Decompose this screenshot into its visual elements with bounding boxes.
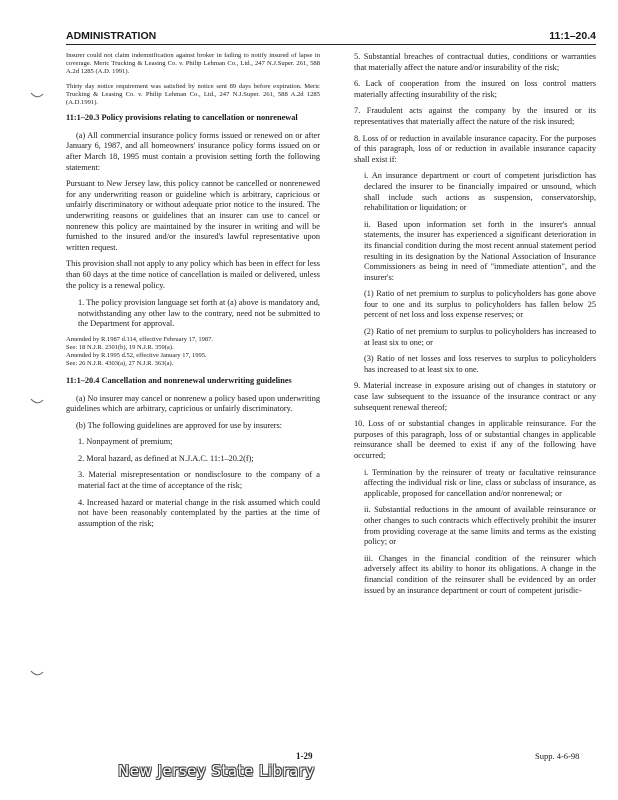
header-section-range: 11:1–20.4: [549, 30, 596, 42]
list-subitem: i. Termination by the reinsurer of treaty or facultative reinsurance affecting the individual risk or line, class or subclass of insurance, as applicable, proposed for cancellation and/or nonrenewal; or: [364, 467, 596, 498]
paragraph: (a) All commercial insurance policy forms issued or renewed on or after January 6, 1987, and all homeowners' insurance policy forms issued on or after March 18, 1995 must contain a provision setting forth the following statement:: [66, 130, 320, 172]
list-item: 10. Loss of or substantial changes in applicable reinsurance. For the purposes of this paragraph, loss of or substantial changes in applicable reinsurance shall be deemed to exist if any of the following have occurred;: [354, 419, 596, 460]
paragraph: 1. The policy provision language set forth at (a) above is mandatory and, notwithstanding any other law to the contrary, need not be submitted to the Department for approval.: [78, 298, 320, 329]
header-title: ADMINISTRATION: [66, 30, 157, 42]
list-subitem: ii. Substantial reductions in the amount of available reinsurance or other changes to such contracts which effectively prohibit the insurer from providing coverage at the same limits and terms as the existing policy; or: [364, 505, 596, 547]
mandatory-statement: [66, 179, 320, 291]
list-item: 1. Nonpayment of premium;: [78, 437, 173, 447]
section-heading-20-4: 11:1–20.4 Cancellation and nonrenewal underwriting guidelines: [66, 375, 292, 385]
list-item: 7. Fraudulent acts against the company by the insured or its representatives that materially affect the nature of the risk insured;: [354, 106, 596, 126]
right-column: [342, 52, 596, 602]
statement-text: Pursuant to New Jersey law, this policy cannot be cancelled or nonrenewed for any underwriting reason or guideline which is arbitrary, capricious or unfairly discriminatory or without adequate prior notice to the insured. The underwriting reasons or guidelines that an insurer can use to cancel or nonrenew this policy are maintained by the insurer in writing and will be furnished to the insured and/or the insured's lawful representative upon written request.: [66, 179, 320, 252]
source-notes: [66, 336, 320, 368]
list-item: 6. Lack of cooperation from the insured on loss control matters materially affecting insurability of the risk;: [354, 79, 596, 99]
binding-mark-icon: [30, 670, 44, 678]
left-column: [66, 52, 320, 535]
source-line: See: 18 N.J.R. 2301(b), 19 N.J.R. 359(a).: [66, 343, 174, 351]
annotation-note: Thirty day notice requirement was satisfied by notice sent 89 days before expiration. Meric Trucking & Leasing Co. v. Philip Lehman Co., Ltd., 247 N.J.Super. 261, 588 A.2d 1285 (A.D.1991).: [66, 82, 320, 107]
list-item: 3. Material misrepresentation or nondisclosure to the company of a material fact at the time of acceptance of the risk;: [78, 470, 320, 491]
list-item: 5. Substantial breaches of contractual duties, conditions or warranties that materially affect the nature and/or insurability of the risk;: [354, 52, 596, 72]
list-subitem: ii. Based upon information set forth in the insurer's annual statements, the insurer has experienced a significant deterioration in its financial condition during the most recent annual statement period resulting in its designation by the National Association of Insurance Commissioners as being in need of "immediate attention", and the insurer's:: [364, 219, 596, 282]
list-subitem: i. An insurance department or court of competent jurisdiction has declared the insurer to be financially impaired or unsound, which shall include such actions as suspension, conservatorship, rehabilitation or liquidation; or: [364, 171, 596, 213]
page-number: 1-29: [296, 751, 313, 761]
source-line: See: 26 N.J.R. 4303(a), 27 N.J.R. 363(a).: [66, 359, 174, 367]
annotation-note: Insurer could not claim indemnification against broker in failing to notify insured of lapse in coverage. Meric Trucking & Leasing Co. v. Philip Lehman Co., Ltd., 247 N.J.Super. 261, 588 A.2d 1285 (A.D. 1991).: [66, 52, 320, 76]
list-subitem: (3) Ratio of net losses and loss reserves to surplus to policyholders has increased to at least six to one.: [364, 354, 596, 374]
source-line: Amended by R.1987 d.114, effective February 17, 1987.: [66, 335, 213, 343]
list-subitem: iii. Changes in the financial condition of the reinsurer which adversely affect its ability to honor its obligations. A change in the financial condition of the reinsurer shall be evidenced by an order issued by an insurance department or court of competent jurisdic-: [364, 553, 596, 595]
paragraph: (a) No insurer may cancel or nonrenew a policy based upon underwriting guidelines which are arbitrary, capricious or unfairly discriminatory.: [66, 393, 320, 414]
running-header: [66, 30, 596, 44]
list-subitem: (1) Ratio of net premium to surplus to policyholders has gone above four to one and its surplus to policyholders has fallen below 25 percent of net loss and loss expense reserves; or: [364, 289, 596, 320]
header-rule: [66, 44, 596, 45]
section-heading-20-3: 11:1–20.3 Policy provisions relating to cancellation or nonrenewal: [66, 113, 298, 123]
list-item: 9. Material increase in exposure arising out of changes in statutory or case law subsequent to the issuance of the insurance contract or any subsequent renewal thereof;: [354, 381, 596, 412]
library-stamp: New Jersey State Library: [118, 762, 315, 780]
list-item: 4. Increased hazard or material change in the risk assumed which could not have been reasonably contemplated by the parties at the time of assumption of the risk;: [78, 497, 320, 528]
binding-mark-icon: [30, 92, 44, 100]
list-item: 8. Loss of or reduction in available insurance capacity. For the purposes of this paragraph, loss of or reduction in available insurance capacity shall exist if:: [354, 133, 596, 164]
source-line: Amended by R.1995 d.52, effective January 17, 1995.: [66, 351, 207, 359]
supplement-date: Supp. 4-6-98: [535, 751, 580, 761]
paragraph: (b) The following guidelines are approved for use by insurers:: [76, 420, 283, 430]
list-subitem: (2) Ratio of net premium to surplus to policyholders has increased to at least six to one; or: [364, 327, 596, 347]
list-item: 2. Moral hazard, as defined at N.J.A.C. 11:1–20.2(f);: [78, 453, 254, 463]
binding-mark-icon: [30, 398, 44, 406]
statement-text: This provision shall not apply to any policy which has been in effect for less than 60 days at the time notice of cancellation is mailed or delivered, unless the policy is a renewal policy.: [66, 259, 320, 290]
